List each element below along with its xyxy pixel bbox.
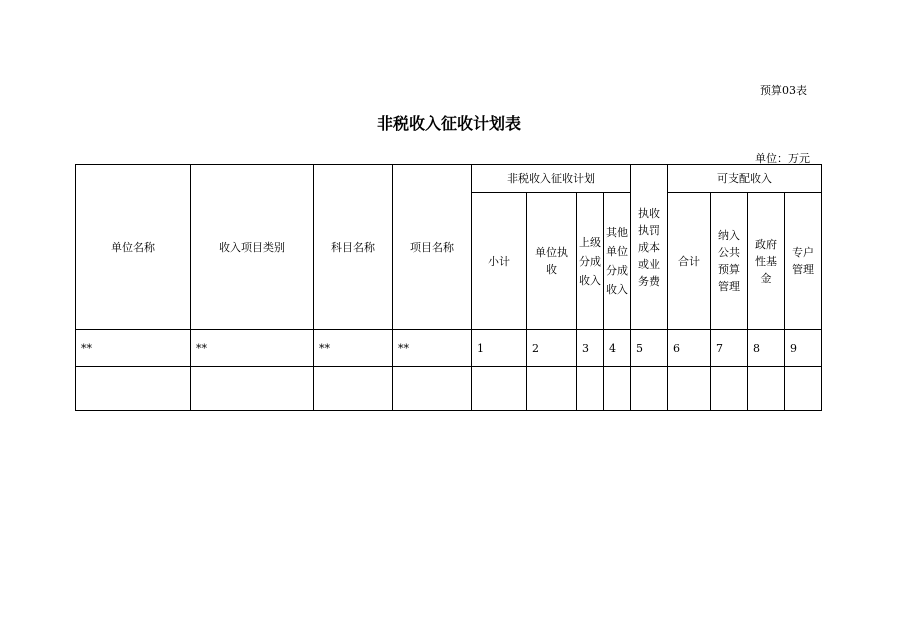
header-total: 合计 xyxy=(668,193,711,330)
page-title: 非税收入征收计划表 xyxy=(376,114,521,133)
header-subtotal: 小计 xyxy=(472,193,527,330)
header-unit-name: 单位名称 xyxy=(76,165,191,330)
header-special: 专户管理 xyxy=(785,193,822,330)
form-number: 预算03表 xyxy=(760,84,807,97)
index-cell: 1 xyxy=(472,330,527,367)
header-unit-collected: 单位执收 xyxy=(527,193,577,330)
index-cell: ** xyxy=(76,330,191,367)
empty-cell[interactable] xyxy=(577,367,604,411)
header-income-category: 收入项目类别 xyxy=(191,165,314,330)
table-row xyxy=(76,367,822,411)
empty-cell[interactable] xyxy=(668,367,711,411)
plan-table xyxy=(75,164,822,411)
index-cell: ** xyxy=(191,330,314,367)
empty-cell[interactable] xyxy=(527,367,577,411)
empty-cell[interactable] xyxy=(76,367,191,411)
index-cell: 4 xyxy=(604,330,631,367)
header-other-share: 其他单位分成收入 xyxy=(604,193,631,330)
header-item-name: 项目名称 xyxy=(393,165,472,330)
empty-cell[interactable] xyxy=(748,367,785,411)
index-cell: 2 xyxy=(527,330,577,367)
empty-cell[interactable] xyxy=(191,367,314,411)
index-cell: 6 xyxy=(668,330,711,367)
index-cell: 7 xyxy=(711,330,748,367)
index-cell: ** xyxy=(393,330,472,367)
empty-cell[interactable] xyxy=(711,367,748,411)
empty-cell[interactable] xyxy=(604,367,631,411)
index-cell: ** xyxy=(314,330,393,367)
header-group-disposable: 可支配收入 xyxy=(668,165,822,193)
empty-cell[interactable] xyxy=(785,367,822,411)
header-public-budget: 纳入公共预算管理 xyxy=(711,193,748,330)
index-cell: 9 xyxy=(785,330,822,367)
empty-cell[interactable] xyxy=(631,367,668,411)
empty-cell[interactable] xyxy=(393,367,472,411)
index-cell: 8 xyxy=(748,330,785,367)
header-upper-share: 上级分成收入 xyxy=(577,193,604,330)
empty-cell[interactable] xyxy=(314,367,393,411)
header-gov-fund: 政府性基金 xyxy=(748,193,785,330)
header-penalty-cost: 执收执罚成本或业务费 xyxy=(631,165,668,330)
header-group-plan: 非税收入征收计划 xyxy=(472,165,631,193)
empty-cell[interactable] xyxy=(472,367,527,411)
unit-label: 单位：万元 xyxy=(755,152,810,165)
index-cell: 3 xyxy=(577,330,604,367)
index-cell: 5 xyxy=(631,330,668,367)
header-subject-name: 科目名称 xyxy=(314,165,393,330)
